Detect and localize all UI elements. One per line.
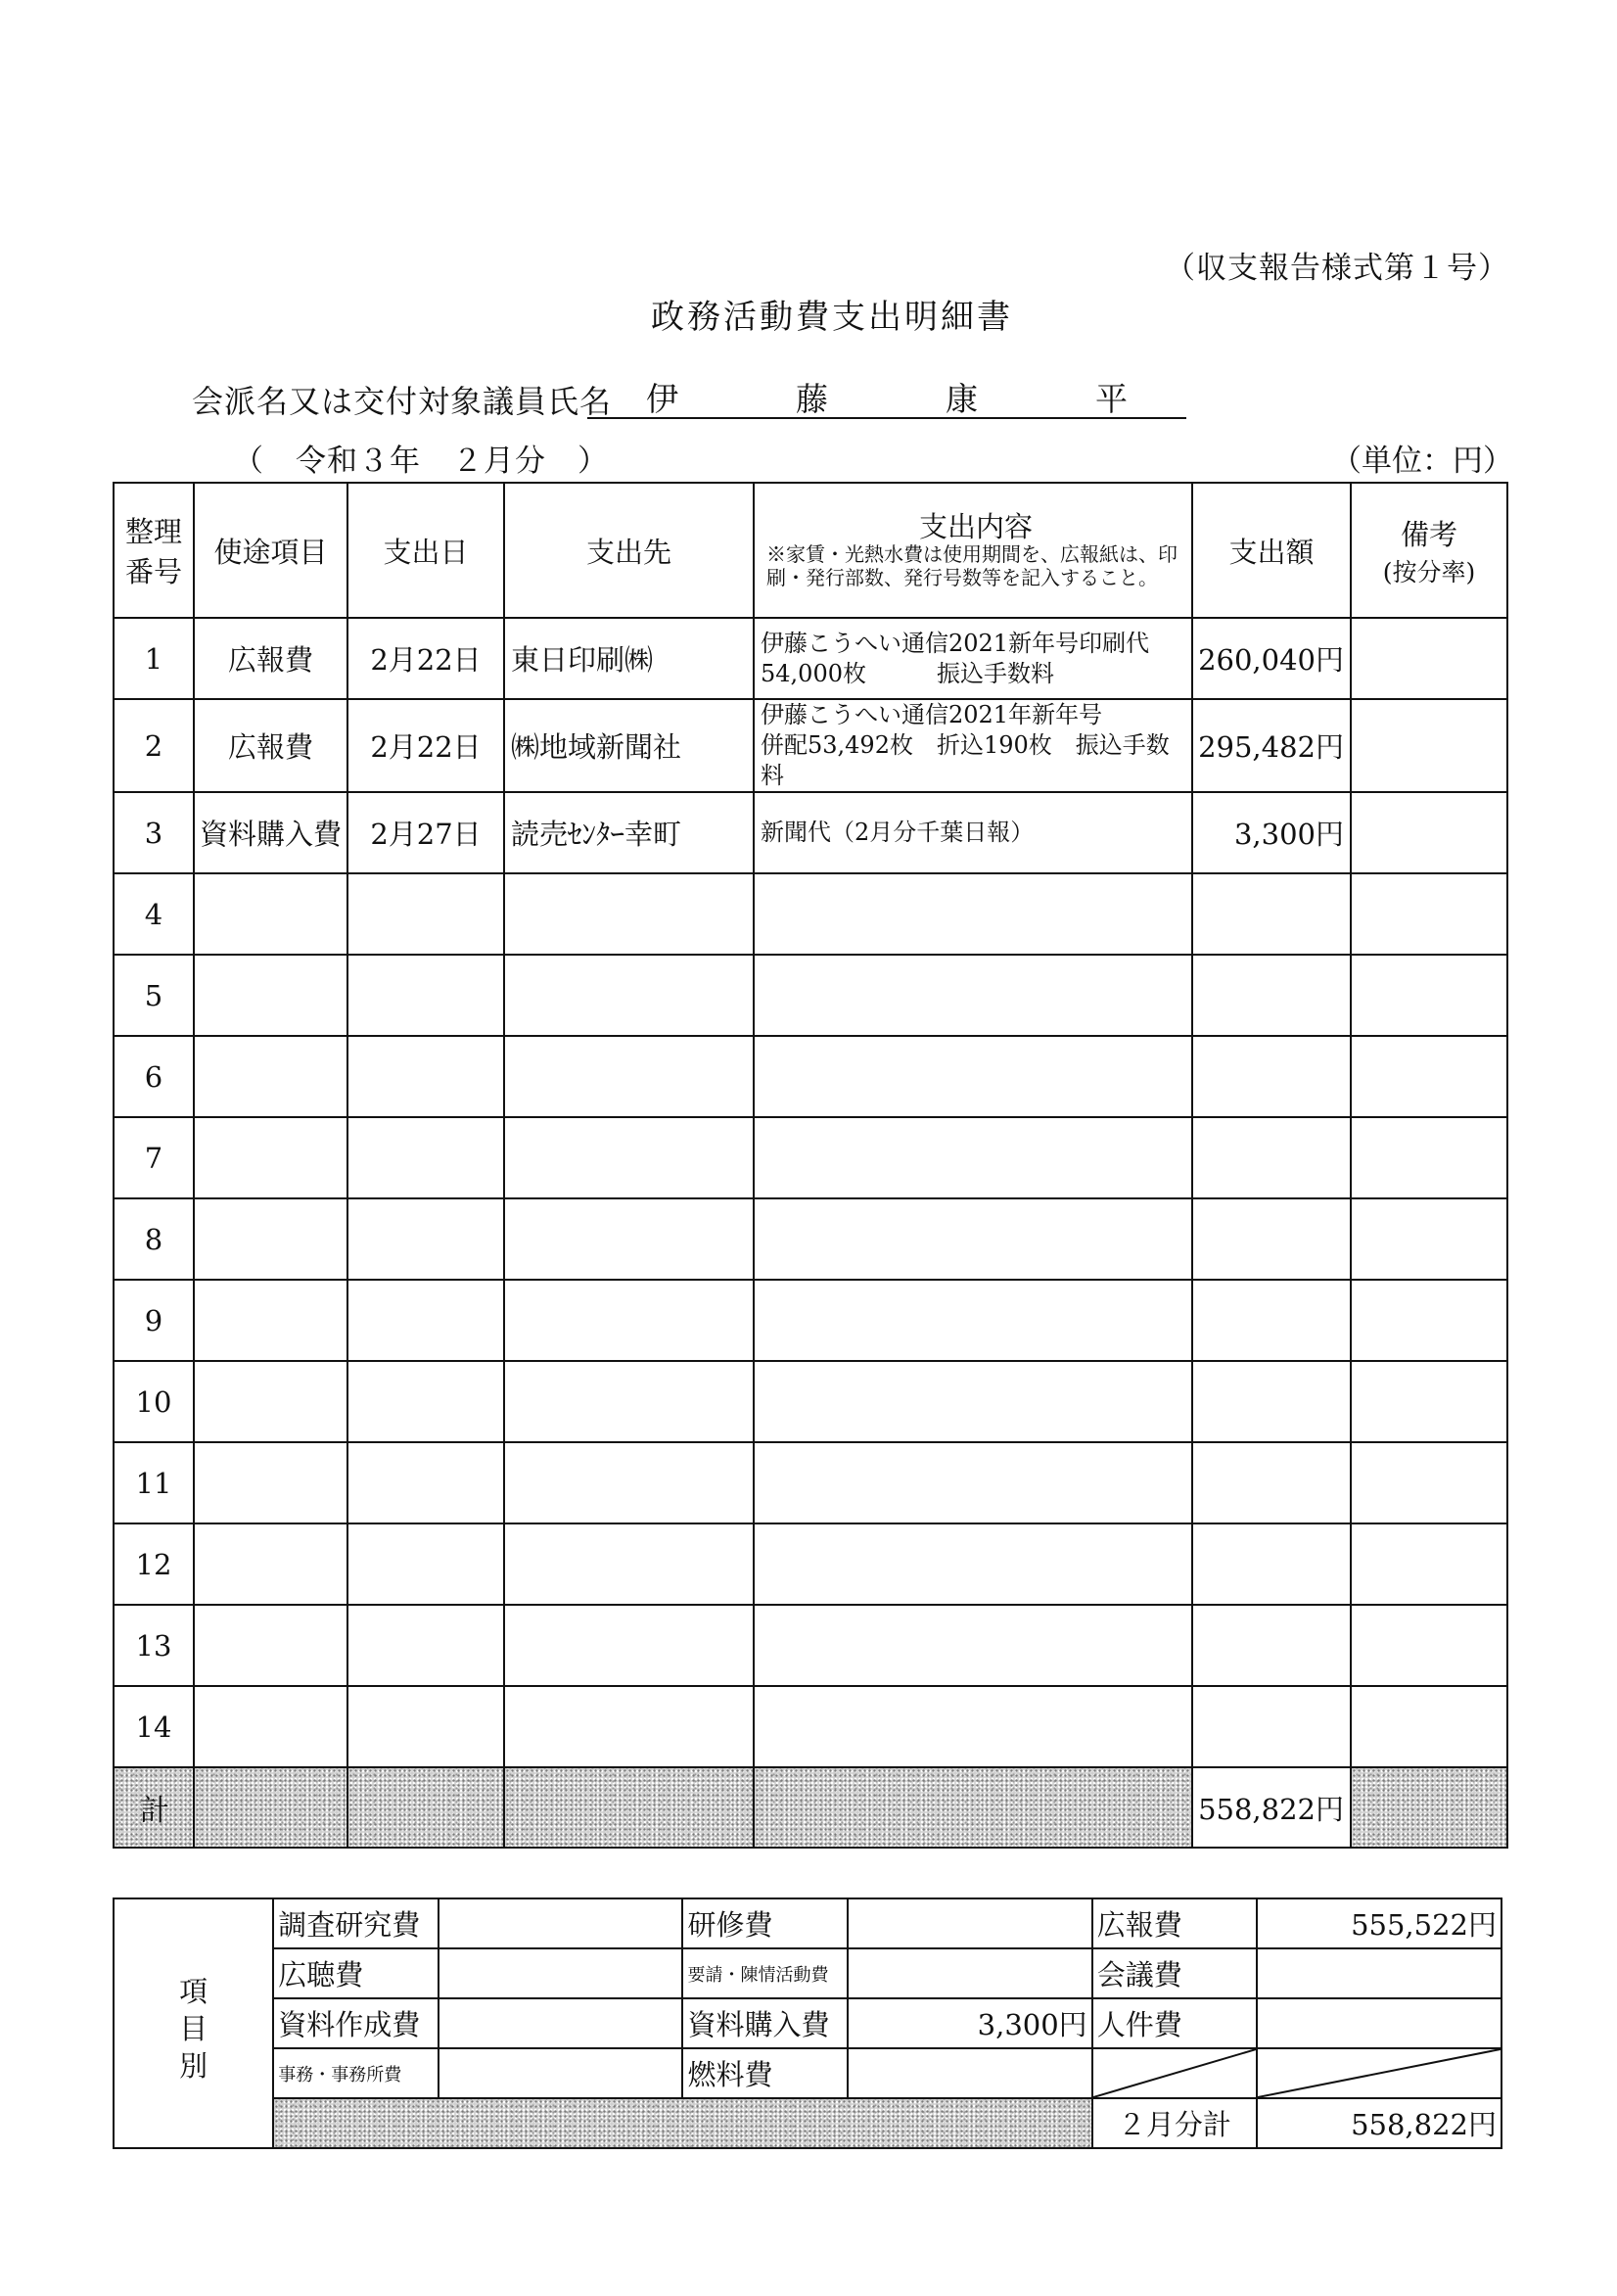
row-desc [754,1198,1192,1280]
table-row [114,1198,1507,1280]
row-no: 12 [114,1523,194,1605]
header-desc [754,483,1192,618]
header-payee: 支出先 [504,483,754,618]
total-shaded-cell [194,1767,347,1848]
unit-label: （単位：円） [1331,444,1513,479]
row-date: 2月22日 [347,618,504,699]
row-date [347,1198,504,1280]
row-use [194,1117,347,1198]
row-use [194,1198,347,1280]
row-note [1351,1686,1507,1767]
row-note [1351,1523,1507,1605]
row-payee [504,1280,754,1361]
row-use [194,1036,347,1117]
row-use [194,1686,347,1767]
row-note [1351,699,1507,792]
row-payee [504,955,754,1036]
month-total-label: ２月分計 [1092,2098,1257,2148]
month-total-value: 558,822円 [1257,2098,1502,2148]
summary-label: 調査研究費 [273,1898,438,1948]
member-label: 会派名又は交付対象議員氏名 [192,383,613,420]
header-no [114,483,194,618]
row-amount [1192,1117,1351,1198]
row-desc [754,1442,1192,1523]
row-no: 2 [114,699,194,792]
table-row [114,1605,1507,1686]
row-desc [754,618,1192,699]
row-use: 資料購入費 [194,792,347,873]
total-amount: 558,822円 [1192,1767,1351,1848]
summary-shaded-cell [273,2098,1091,2148]
summary-value [439,1948,683,1998]
table-row [114,792,1507,873]
row-payee [504,1036,754,1117]
row-desc [754,1036,1192,1117]
summary-label: 広聴費 [273,1948,438,1998]
row-use [194,1523,347,1605]
summary-value: 3,300円 [848,1998,1092,2048]
header-no-line2: 番号 [124,555,182,588]
table-row [114,618,1507,699]
row-payee [504,1361,754,1442]
row-note [1351,1117,1507,1198]
summary-value: 555,522円 [1257,1898,1502,1948]
row-payee [504,1442,754,1523]
row-amount [1192,873,1351,955]
row-no: 1 [114,618,194,699]
table-row [114,1686,1507,1767]
total-row [114,1767,1507,1848]
table-row [114,1442,1507,1523]
row-payee [504,873,754,955]
member-underline [587,417,1186,419]
row-note [1351,1280,1507,1361]
summary-heading-char: 項 [179,1974,208,2008]
row-note [1351,792,1507,873]
summary-value [439,1898,683,1948]
summary-label: 要請・陳情活動費 [682,1948,847,1998]
row-desc-line1: 伊藤こうへい通信2021新年号印刷代 [761,629,1150,657]
total-shaded-cell [1351,1767,1507,1848]
header-no-line1: 整理 [124,515,182,548]
row-use [194,1280,347,1361]
row-date: 2月22日 [347,699,504,792]
row-no: 11 [114,1442,194,1523]
header-note [1351,483,1507,618]
table-row [114,1361,1507,1442]
row-date [347,1442,504,1523]
row-payee [504,1523,754,1605]
row-amount [1192,1280,1351,1361]
summary-label: 広報費 [1092,1898,1257,1948]
row-payee [504,1686,754,1767]
row-date: 2月27日 [347,792,504,873]
row-desc-line1: 伊藤こうへい通信2021年新年号 [761,701,1103,728]
row-use [194,1442,347,1523]
summary-value [439,1998,683,2048]
row-desc [754,699,1192,792]
row-amount [1192,1523,1351,1605]
summary-value [848,1948,1092,1998]
row-no: 13 [114,1605,194,1686]
table-row [114,1117,1507,1198]
row-date [347,1361,504,1442]
table-row [114,955,1507,1036]
row-note [1351,873,1507,955]
row-payee: ㈱地域新聞社 [504,699,754,792]
header-desc-title: 支出内容 [918,510,1033,543]
form-id: （収支報告様式第１号） [1165,251,1509,286]
header-amount: 支出額 [1192,483,1351,618]
row-date [347,1686,504,1767]
summary-row [114,2098,1502,2148]
row-no: 6 [114,1036,194,1117]
row-use: 広報費 [194,618,347,699]
summary-label: 資料作成費 [273,1998,438,2048]
row-desc [754,1361,1192,1442]
row-note [1351,955,1507,1036]
row-note [1351,1605,1507,1686]
summary-row [114,2048,1502,2098]
table-row [114,1036,1507,1117]
row-no: 5 [114,955,194,1036]
row-desc [754,792,1192,873]
summary-label: 研修費 [682,1898,847,1948]
header-use: 使途項目 [194,483,347,618]
row-desc [754,955,1192,1036]
summary-label: 事務・事務所費 [273,2048,438,2098]
row-date [347,1523,504,1605]
row-note [1351,1198,1507,1280]
summary-row [114,1998,1502,2048]
summary-crossed-cell [1257,2048,1502,2098]
row-desc [754,1686,1192,1767]
total-shaded-cell [754,1767,1192,1848]
header-date: 支出日 [347,483,504,618]
category-summary-table [113,1898,1502,2149]
row-payee [504,1117,754,1198]
table-row [114,699,1507,792]
summary-heading-char: 目 [179,2011,208,2045]
row-use [194,1605,347,1686]
row-note [1351,1036,1507,1117]
total-shaded-cell [504,1767,754,1848]
total-label: 計 [114,1767,194,1848]
row-amount: 3,300円 [1192,792,1351,873]
document-title: 政務活動費支出明細書 [651,298,1013,337]
row-no: 9 [114,1280,194,1361]
row-amount [1192,1605,1351,1686]
summary-value [848,1898,1092,1948]
row-date [347,1036,504,1117]
row-no: 10 [114,1361,194,1442]
row-note [1351,1361,1507,1442]
row-no: 3 [114,792,194,873]
row-amount [1192,1198,1351,1280]
report-period: （ 令和３年 ２月分 ） [233,444,609,479]
row-use [194,955,347,1036]
row-amount: 295,482円 [1192,699,1351,792]
member-name-char: 伊 [646,380,678,418]
row-date [347,1605,504,1686]
header-note-sub: (按分率) [1382,557,1476,586]
row-amount [1192,1036,1351,1117]
row-payee [504,1198,754,1280]
row-date [347,1117,504,1198]
header-desc-note: ※家賃・光熱水費は使用期間を、広報紙は、印刷・発行部数、発行号数等を記入すること。 [766,542,1178,589]
summary-heading-char: 別 [179,2048,208,2083]
summary-crossed-cell [1092,2048,1257,2098]
member-name [587,374,1186,420]
row-desc [754,873,1192,955]
row-desc [754,1280,1192,1361]
row-payee: 東日印刷㈱ [504,618,754,699]
summary-value [1257,1998,1502,2048]
total-shaded-cell [347,1767,504,1848]
table-row [114,873,1507,955]
row-use [194,873,347,955]
summary-value [439,2048,683,2098]
table-row [114,1280,1507,1361]
summary-label: 人件費 [1092,1998,1257,2048]
row-amount: 260,040円 [1192,618,1351,699]
member-name-char: 康 [946,380,978,418]
row-desc-line2: 併配53,492枚 折込190枚 振込手数料 [761,731,1170,789]
row-amount [1192,1361,1351,1442]
summary-heading [114,1898,273,2148]
row-payee [504,1605,754,1686]
row-note [1351,618,1507,699]
member-name-char: 藤 [796,380,828,418]
row-desc [754,1117,1192,1198]
header-note-title: 備考 [1400,517,1457,551]
summary-label: 会議費 [1092,1948,1257,1998]
diagonal-line [1258,2049,1501,2097]
expense-table [113,482,1508,1849]
row-desc [754,1605,1192,1686]
table-header-row [114,483,1507,618]
row-note [1351,1442,1507,1523]
row-no: 8 [114,1198,194,1280]
table-row [114,1523,1507,1605]
row-amount [1192,1442,1351,1523]
member-name-char: 平 [1095,380,1128,418]
row-amount [1192,955,1351,1036]
row-no: 14 [114,1686,194,1767]
row-use: 広報費 [194,699,347,792]
row-desc-line2: 54,000枚 振込手数料 [761,659,1054,687]
summary-label: 資料購入費 [682,1998,847,2048]
summary-row [114,1898,1502,1948]
summary-row [114,1948,1502,1998]
row-no: 7 [114,1117,194,1198]
row-no: 4 [114,873,194,955]
row-date [347,873,504,955]
row-payee: 読売ｾﾝﾀｰ幸町 [504,792,754,873]
row-date [347,955,504,1036]
row-desc-line1: 新聞代（2月分千葉日報） [761,819,1035,846]
row-amount [1192,1686,1351,1767]
row-date [347,1280,504,1361]
summary-value [848,2048,1092,2098]
summary-label: 燃料費 [682,2048,847,2098]
row-use [194,1361,347,1442]
diagonal-line [1093,2049,1256,2097]
summary-value [1257,1948,1502,1998]
row-desc [754,1523,1192,1605]
